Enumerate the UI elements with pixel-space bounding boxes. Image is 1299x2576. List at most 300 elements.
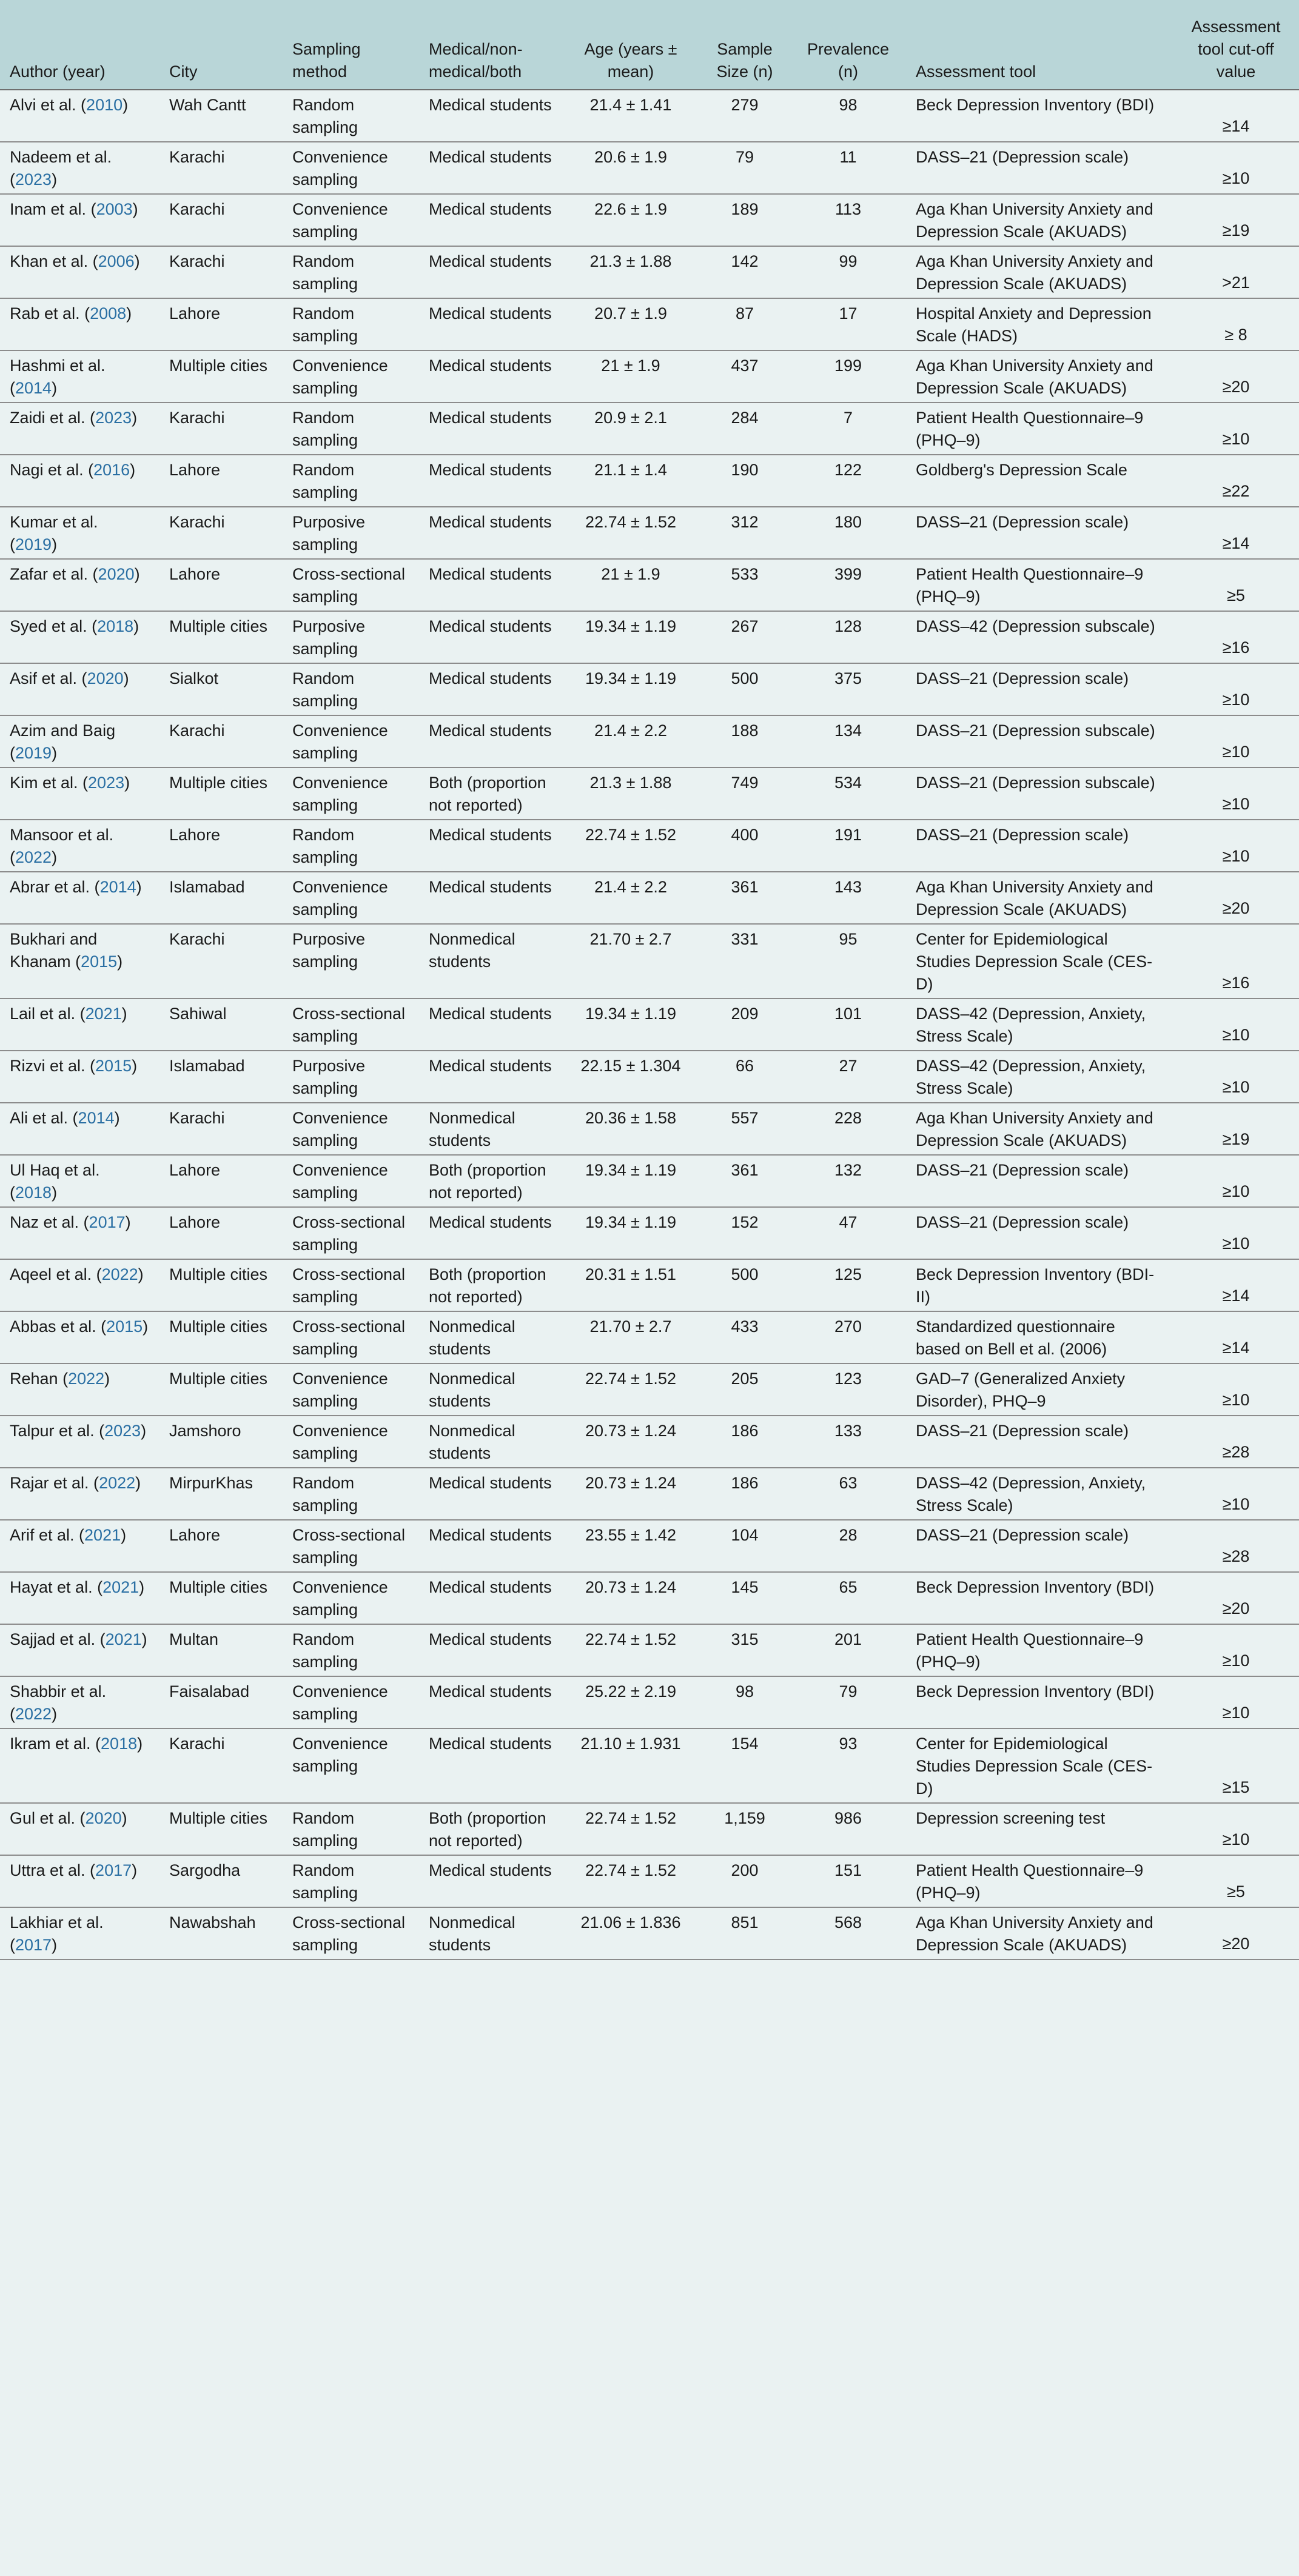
author-close-paren: ) [121,1809,127,1827]
tool-cell: DASS–21 (Depression scale) [906,663,1173,715]
prevalence-cell: 228 [790,1103,906,1155]
prevalence-cell: 125 [790,1259,906,1311]
table-row [0,1803,1299,1855]
cutoff-cell: ≥20 [1173,1572,1299,1624]
author-close-paren: ) [52,848,58,866]
author-cell [0,1103,159,1155]
prevalence-cell: 95 [790,924,906,999]
medical-cell: Nonmedical students [419,1416,562,1468]
tool-cell: Patient Health Questionnaire–9 (PHQ–9) [906,1624,1173,1676]
sample-size-cell: 361 [699,872,790,924]
sampling-cell: Convenience sampling [283,1676,419,1728]
author-name: Naz et al. ( [10,1213,89,1231]
medical-cell: Medical students [419,1051,562,1103]
city-cell: Lahore [159,1155,283,1207]
tool-cell: DASS–42 (Depression subscale) [906,611,1173,663]
medical-cell: Medical students [419,507,562,559]
citation-year-link[interactable]: 2022 [15,848,52,866]
prevalence-cell: 47 [790,1207,906,1259]
age-cell: 19.34 ± 1.19 [562,611,699,663]
sampling-cell: Random sampling [283,298,419,350]
age-cell: 20.6 ± 1.9 [562,142,699,194]
medical-cell: Medical students [419,350,562,403]
citation-year-link[interactable]: 2023 [95,409,132,427]
author-name: Abrar et al. ( [10,878,100,896]
cutoff-cell: ≥22 [1173,455,1299,507]
age-cell: 19.34 ± 1.19 [562,663,699,715]
author-close-paren: ) [52,1936,58,1954]
author-cell [0,1803,159,1855]
age-cell: 21 ± 1.9 [562,559,699,611]
table-body [0,90,1299,1959]
author-close-paren: ) [126,304,132,323]
sample-size-cell: 188 [699,715,790,768]
author-name: Asif et al. ( [10,669,87,687]
sample-size-cell: 361 [699,1155,790,1207]
age-cell: 21.06 ± 1.836 [562,1907,699,1959]
tool-cell: Standardized questionnaire based on Bell et al. (2006) [906,1311,1173,1363]
table-row [0,1520,1299,1572]
medical-cell: Medical students [419,872,562,924]
prevalence-cell: 113 [790,194,906,246]
author-close-paren: ) [104,1370,110,1388]
prevalence-cell: 201 [790,1624,906,1676]
city-cell: Multiple cities [159,1803,283,1855]
author-cell [0,142,159,194]
tool-cell: Goldberg's Depression Scale [906,455,1173,507]
table-row [0,246,1299,298]
table-row [0,1207,1299,1259]
medical-cell: Medical students [419,715,562,768]
author-name: Inam et al. ( [10,200,96,218]
sample-size-cell: 145 [699,1572,790,1624]
sampling-cell: Purposive sampling [283,611,419,663]
age-cell: 21.3 ± 1.88 [562,768,699,820]
citation-year-link[interactable]: 2023 [15,170,52,189]
table-row [0,298,1299,350]
sampling-cell: Purposive sampling [283,1051,419,1103]
tool-cell: Center for Epidemiological Studies Depression Scale (CES-D) [906,1728,1173,1803]
age-cell: 20.7 ± 1.9 [562,298,699,350]
author-close-paren: ) [52,744,58,762]
author-close-paren: ) [132,1057,138,1075]
sampling-cell: Convenience sampling [283,194,419,246]
author-close-paren: ) [136,878,142,896]
author-close-paren: ) [52,535,58,554]
sampling-cell: Convenience sampling [283,872,419,924]
city-cell: Nawabshah [159,1907,283,1959]
cutoff-cell: ≥14 [1173,507,1299,559]
tool-cell: DASS–21 (Depression scale) [906,1207,1173,1259]
prevalence-cell: 93 [790,1728,906,1803]
city-cell: Lahore [159,1207,283,1259]
tool-cell: Patient Health Questionnaire–9 (PHQ–9) [906,1855,1173,1907]
sample-size-cell: 749 [699,768,790,820]
city-cell: Multiple cities [159,1572,283,1624]
medical-cell: Medical students [419,663,562,715]
citation-year-link[interactable]: 2021 [102,1578,139,1596]
tool-cell: GAD–7 (Generalized Anxiety Disorder), PHQ–9 [906,1363,1173,1416]
age-cell: 20.36 ± 1.58 [562,1103,699,1155]
table-row [0,1311,1299,1363]
sample-size-cell: 205 [699,1363,790,1416]
citation-year-link[interactable]: 2019 [15,535,52,554]
prevalence-cell: 98 [790,90,906,142]
tool-cell: Beck Depression Inventory (BDI) [906,1676,1173,1728]
medical-cell: Both (proportion not reported) [419,1259,562,1311]
cutoff-cell: >21 [1173,246,1299,298]
citation-year-link[interactable]: 2014 [15,379,52,397]
header-tool: Assessment tool [906,0,1173,90]
author-cell [0,1207,159,1259]
author-close-paren: ) [121,1526,127,1544]
medical-cell: Medical students [419,1520,562,1572]
citation-year-link[interactable]: 2016 [93,461,130,479]
author-close-paren: ) [138,1265,144,1283]
cutoff-cell: ≥10 [1173,1676,1299,1728]
cutoff-cell: ≥10 [1173,1468,1299,1520]
author-cell [0,1855,159,1907]
author-name: Nagi et al. ( [10,461,94,479]
citation-year-link[interactable]: 2015 [81,952,118,971]
citation-year-link[interactable]: 2023 [104,1422,141,1440]
age-cell: 20.73 ± 1.24 [562,1416,699,1468]
city-cell: Karachi [159,246,283,298]
sample-size-cell: 66 [699,1051,790,1103]
prevalence-cell: 17 [790,298,906,350]
sample-size-cell: 209 [699,999,790,1051]
author-name: Ali et al. ( [10,1109,78,1127]
table-row [0,507,1299,559]
author-name: Lail et al. ( [10,1005,86,1023]
age-cell: 22.74 ± 1.52 [562,1624,699,1676]
table-row [0,350,1299,403]
sample-size-cell: 142 [699,246,790,298]
tool-cell: DASS–42 (Depression, Anxiety, Stress Scale) [906,1051,1173,1103]
medical-cell: Medical students [419,90,562,142]
author-cell [0,1907,159,1959]
cutoff-cell: ≥16 [1173,611,1299,663]
author-cell [0,1728,159,1803]
cutoff-cell: ≥14 [1173,1311,1299,1363]
age-cell: 22.74 ± 1.52 [562,507,699,559]
cutoff-cell: ≥20 [1173,1907,1299,1959]
header-prevalence: Prevalence (n) [790,0,906,90]
sampling-cell: Cross-sectional sampling [283,1311,419,1363]
author-cell [0,611,159,663]
sample-size-cell: 189 [699,194,790,246]
sample-size-cell: 190 [699,455,790,507]
age-cell: 20.9 ± 2.1 [562,403,699,455]
citation-year-link[interactable]: 2014 [78,1109,115,1127]
cutoff-cell: ≥28 [1173,1520,1299,1572]
sampling-cell: Convenience sampling [283,1103,419,1155]
table-row [0,1103,1299,1155]
author-name: Rizvi et al. ( [10,1057,96,1075]
cutoff-cell: ≥10 [1173,715,1299,768]
author-close-paren: ) [52,170,58,189]
citation-year-link[interactable]: 2006 [98,252,135,270]
author-name: Kumar et al. ( [10,513,98,554]
author-close-paren: ) [114,1109,120,1127]
sample-size-cell: 284 [699,403,790,455]
sample-size-cell: 400 [699,820,790,872]
header-medical: Medical/non-medical/both [419,0,562,90]
city-cell: Karachi [159,507,283,559]
citation-year-link[interactable]: 2018 [15,1183,52,1202]
cutoff-cell: ≥10 [1173,1363,1299,1416]
city-cell: Lahore [159,1520,283,1572]
prevalence-cell: 11 [790,142,906,194]
age-cell: 22.15 ± 1.304 [562,1051,699,1103]
author-close-paren: ) [133,617,139,635]
table-row [0,1051,1299,1103]
cutoff-cell: ≥10 [1173,1803,1299,1855]
tool-cell: DASS–21 (Depression scale) [906,820,1173,872]
sampling-cell: Cross-sectional sampling [283,1520,419,1572]
author-name: Lakhiar et al. ( [10,1913,104,1954]
city-cell: Islamabad [159,872,283,924]
age-cell: 21.4 ± 2.2 [562,715,699,768]
citation-year-link[interactable]: 2022 [68,1370,105,1388]
sample-size-cell: 279 [699,90,790,142]
author-cell [0,194,159,246]
age-cell: 21.70 ± 2.7 [562,1311,699,1363]
citation-year-link[interactable]: 2017 [89,1213,126,1231]
tool-cell: DASS–21 (Depression scale) [906,1155,1173,1207]
sampling-cell: Random sampling [283,1468,419,1520]
table-row [0,1363,1299,1416]
citation-year-link[interactable]: 2023 [88,774,125,792]
table-row [0,1855,1299,1907]
medical-cell: Medical students [419,820,562,872]
sampling-cell: Convenience sampling [283,1155,419,1207]
citation-year-link[interactable]: 2003 [96,200,133,218]
table-row [0,1624,1299,1676]
prevalence-cell: 123 [790,1363,906,1416]
author-name: Rajar et al. ( [10,1474,99,1492]
city-cell: Multiple cities [159,1311,283,1363]
age-cell: 21.1 ± 1.4 [562,455,699,507]
citation-year-link[interactable]: 2014 [99,878,136,896]
sample-size-cell: 104 [699,1520,790,1572]
table-row [0,142,1299,194]
cutoff-cell: ≥10 [1173,403,1299,455]
author-cell [0,1311,159,1363]
prevalence-cell: 134 [790,715,906,768]
table-row [0,663,1299,715]
medical-cell: Medical students [419,1207,562,1259]
author-cell [0,715,159,768]
table-row [0,1728,1299,1803]
medical-cell: Both (proportion not reported) [419,768,562,820]
medical-cell: Nonmedical students [419,1907,562,1959]
cutoff-cell: ≥19 [1173,194,1299,246]
prevalence-cell: 151 [790,1855,906,1907]
author-close-paren: ) [141,1630,147,1648]
author-name: Alvi et al. ( [10,96,87,114]
tool-cell: Center for Epidemiological Studies Depression Scale (CES-D) [906,924,1173,999]
prevalence-cell: 132 [790,1155,906,1207]
table-row [0,403,1299,455]
sample-size-cell: 315 [699,1624,790,1676]
prevalence-cell: 65 [790,1572,906,1624]
cutoff-cell: ≥14 [1173,1259,1299,1311]
citation-year-link[interactable]: 2021 [85,1005,122,1023]
city-cell: Islamabad [159,1051,283,1103]
author-name: Uttra et al. ( [10,1861,96,1879]
medical-cell: Medical students [419,1572,562,1624]
author-name: Kim et al. ( [10,774,89,792]
citation-year-link[interactable]: 2020 [87,669,124,687]
medical-cell: Medical students [419,298,562,350]
author-name: Arif et al. ( [10,1526,85,1544]
sampling-cell: Purposive sampling [283,924,419,999]
tool-cell: Aga Khan University Anxiety and Depression Scale (AKUADS) [906,194,1173,246]
header-cutoff: Assessment tool cut-off value [1173,0,1299,90]
citation-year-link[interactable]: 2008 [90,304,127,323]
sample-size-cell: 154 [699,1728,790,1803]
citation-year-link[interactable]: 2017 [15,1936,52,1954]
sample-size-cell: 557 [699,1103,790,1155]
author-cell [0,1363,159,1416]
author-close-paren: ) [130,461,136,479]
author-name: Azim and Baig ( [10,721,116,762]
author-close-paren: ) [52,379,58,397]
age-cell: 20.73 ± 1.24 [562,1572,699,1624]
table-row [0,999,1299,1051]
table-header [0,0,1299,90]
medical-cell: Nonmedical students [419,1103,562,1155]
prevalence-cell: 270 [790,1311,906,1363]
tool-cell: Beck Depression Inventory (BDI) [906,1572,1173,1624]
medical-cell: Medical students [419,1855,562,1907]
medical-cell: Both (proportion not reported) [419,1155,562,1207]
author-close-paren: ) [134,252,140,270]
author-cell [0,820,159,872]
age-cell: 22.74 ± 1.52 [562,1363,699,1416]
citation-year-link[interactable]: 2015 [106,1317,143,1336]
age-cell: 22.6 ± 1.9 [562,194,699,246]
citation-year-link[interactable]: 2017 [95,1861,132,1879]
sample-size-cell: 79 [699,142,790,194]
citation-year-link[interactable]: 2018 [97,617,134,635]
sampling-cell: Random sampling [283,1803,419,1855]
author-cell [0,403,159,455]
table-row [0,820,1299,872]
table-row [0,1468,1299,1520]
medical-cell: Medical students [419,1468,562,1520]
cutoff-cell: ≥15 [1173,1728,1299,1803]
citation-year-link[interactable]: 2019 [15,744,52,762]
city-cell: Sialkot [159,663,283,715]
author-name: Abbas et al. ( [10,1317,107,1336]
author-close-paren: ) [124,774,130,792]
city-cell: Wah Cantt [159,90,283,142]
author-name: Hayat et al. ( [10,1578,103,1596]
citation-year-link[interactable]: 2022 [15,1705,52,1723]
prevalence-cell: 27 [790,1051,906,1103]
author-close-paren: ) [141,1422,147,1440]
prevalence-cell: 128 [790,611,906,663]
cutoff-cell: ≥10 [1173,1051,1299,1103]
author-cell [0,1624,159,1676]
author-cell [0,1520,159,1572]
author-cell [0,768,159,820]
sampling-cell: Cross-sectional sampling [283,1259,419,1311]
age-cell: 20.31 ± 1.51 [562,1259,699,1311]
author-name: Bukhari and Khanam ( [10,930,98,971]
sample-size-cell: 433 [699,1311,790,1363]
header-sample: Sample Size (n) [699,0,790,90]
sampling-cell: Random sampling [283,1624,419,1676]
city-cell: Karachi [159,924,283,999]
table-row [0,872,1299,924]
prevalence-cell: 399 [790,559,906,611]
author-name: Talpur et al. ( [10,1422,105,1440]
author-close-paren: ) [132,1861,138,1879]
sampling-cell: Convenience sampling [283,1728,419,1803]
table-row [0,1676,1299,1728]
author-name: Zafar et al. ( [10,565,98,583]
sample-size-cell: 500 [699,1259,790,1311]
cutoff-cell: ≥10 [1173,999,1299,1051]
citation-year-link[interactable]: 2018 [101,1735,138,1753]
city-cell: Multiple cities [159,768,283,820]
prevalence-cell: 79 [790,1676,906,1728]
citation-year-link[interactable]: 2022 [101,1265,138,1283]
medical-cell: Medical students [419,403,562,455]
tool-cell: DASS–21 (Depression scale) [906,1416,1173,1468]
city-cell: Karachi [159,715,283,768]
tool-cell: DASS–21 (Depression scale) [906,142,1173,194]
table-row [0,611,1299,663]
age-cell: 19.34 ± 1.19 [562,999,699,1051]
author-close-paren: ) [123,96,129,114]
prevalence-cell: 28 [790,1520,906,1572]
citation-year-link[interactable]: 2020 [85,1809,122,1827]
table-row [0,559,1299,611]
sample-size-cell: 500 [699,663,790,715]
citation-year-link[interactable]: 2022 [99,1474,136,1492]
age-cell: 19.34 ± 1.19 [562,1207,699,1259]
sampling-cell: Convenience sampling [283,715,419,768]
citation-year-link[interactable]: 2021 [105,1630,142,1648]
author-close-paren: ) [137,1735,143,1753]
citation-year-link[interactable]: 2021 [84,1526,121,1544]
tool-cell: Aga Khan University Anxiety and Depression Scale (AKUADS) [906,246,1173,298]
sampling-cell: Convenience sampling [283,768,419,820]
citation-year-link[interactable]: 2010 [86,96,123,114]
sample-size-cell: 152 [699,1207,790,1259]
sample-size-cell: 200 [699,1855,790,1907]
header-age: Age (years ± mean) [562,0,699,90]
citation-year-link[interactable]: 2015 [95,1057,132,1075]
citation-year-link[interactable]: 2020 [98,565,135,583]
tool-cell: Hospital Anxiety and Depression Scale (HADS) [906,298,1173,350]
cutoff-cell: ≥5 [1173,1855,1299,1907]
prevalence-cell: 568 [790,1907,906,1959]
tool-cell: Beck Depression Inventory (BDI) [906,90,1173,142]
medical-cell: Nonmedical students [419,1311,562,1363]
author-close-paren: ) [117,952,123,971]
table-row [0,1416,1299,1468]
tool-cell: Patient Health Questionnaire–9 (PHQ–9) [906,559,1173,611]
medical-cell: Both (proportion not reported) [419,1803,562,1855]
author-cell [0,1468,159,1520]
sampling-cell: Convenience sampling [283,1572,419,1624]
author-name: Ul Haq et al. ( [10,1161,100,1202]
